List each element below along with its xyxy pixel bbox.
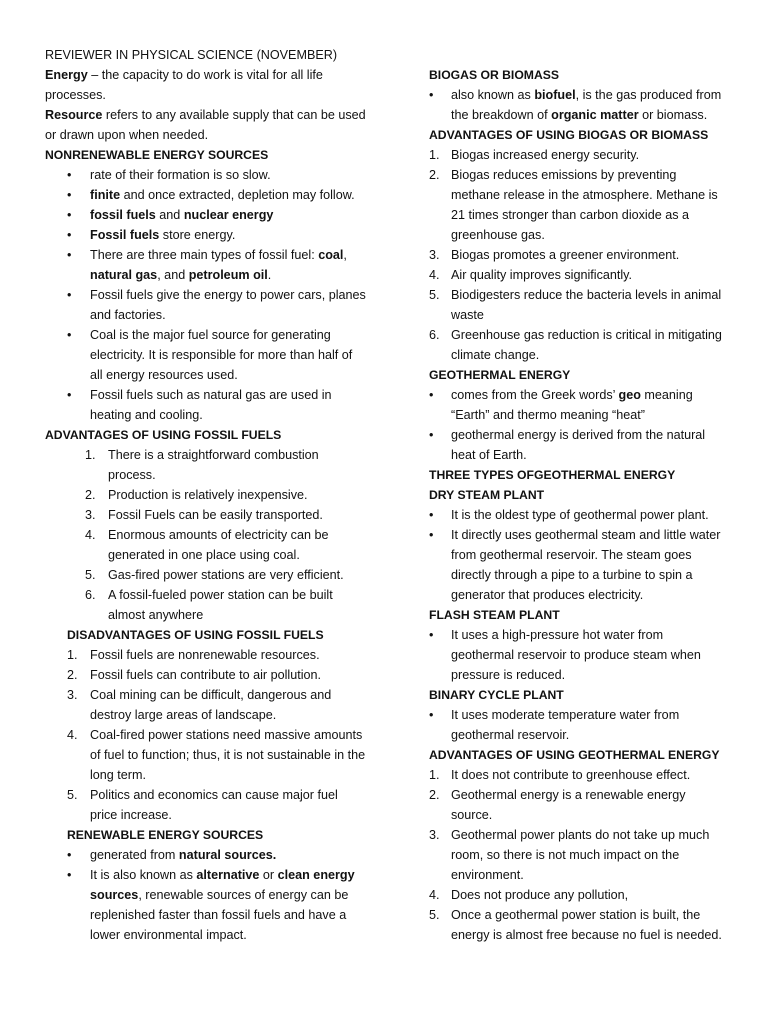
- list-item-text: rate of their formation is so slow.: [90, 168, 271, 182]
- list-item-text: , and: [157, 268, 189, 282]
- list-item: [429, 785, 725, 825]
- list-item-text: .: [267, 268, 272, 282]
- list-item-text: Enormous amounts of electricity can be generated in one place using coal.: [108, 528, 329, 562]
- list-item-text: Fossil Fuels can be easily transported.: [108, 508, 323, 522]
- list-item-bold: natural sources.: [178, 848, 277, 862]
- list-item: [45, 185, 367, 205]
- list-item-text: Geothermal power plants do not take up much room, so there is not much impact on the environment.: [451, 828, 710, 882]
- list-item-text: Biogas increased energy security.: [451, 148, 640, 162]
- list-number: 4.: [429, 268, 440, 282]
- list-item-bold: biofuel: [534, 88, 576, 102]
- list-item-bold: natural gas: [90, 268, 158, 282]
- list-item-bold: Fossil fuels: [90, 228, 160, 242]
- list-item-text: Does not produce any pollution,: [451, 888, 629, 902]
- list-number: 2.: [429, 788, 440, 802]
- resource-definition: [45, 105, 367, 145]
- list-item-bold: clean energy sources: [90, 868, 355, 902]
- list-item: [45, 245, 367, 285]
- list-item: [45, 865, 367, 945]
- list-item-text: Fossil fuels are nonrenewable resources.: [90, 648, 320, 662]
- list-item-text: also known as: [451, 88, 535, 102]
- list-item-bold: geo: [618, 388, 641, 402]
- adv-fossil-heading: ADVANTAGES OF USING FOSSIL FUELS: [45, 428, 282, 442]
- three-types-heading: THREE TYPES OFGEOTHERMAL ENERGY: [429, 468, 676, 482]
- energy-term: Energy: [45, 68, 88, 82]
- geo-heading: GEOTHERMAL ENERGY: [429, 368, 571, 382]
- list-item: [45, 485, 367, 505]
- biogas-heading: BIOGAS OR BIOMASS: [429, 68, 560, 82]
- list-item: [45, 565, 367, 585]
- list-number: 1.: [429, 768, 440, 782]
- energy-definition: [45, 65, 367, 105]
- list-item: [27, 645, 367, 665]
- list-number: 3.: [85, 508, 96, 522]
- list-item: [45, 525, 367, 565]
- list-item: [45, 205, 367, 225]
- right-column: [429, 45, 725, 945]
- list-item-text: Air quality improves significantly.: [451, 268, 633, 282]
- nonrenewable-heading: NONRENEWABLE ENERGY SOURCES: [45, 148, 269, 162]
- dry-steam-heading: DRY STEAM PLANT: [429, 488, 545, 502]
- list-item-text: , is the gas produced from the breakdown of: [451, 88, 722, 122]
- energy-def-text: – the capacity to do work is vital for all life processes.: [45, 68, 323, 102]
- disadv-fossil-list: [27, 645, 367, 825]
- list-item-text: Geothermal energy is a renewable energy source.: [451, 788, 686, 822]
- list-item: [45, 505, 367, 525]
- list-item-text: Fossil fuels can contribute to air pollution.: [90, 668, 322, 682]
- list-item-text: Fossil fuels such as natural gas are used in heating and cooling.: [90, 388, 332, 422]
- list-item: [27, 785, 367, 825]
- list-number: 3.: [67, 688, 78, 702]
- list-number: 4.: [67, 728, 78, 742]
- flash-steam-heading: FLASH STEAM PLANT: [429, 608, 560, 622]
- list-item-text: Gas-fired power stations are very efficient.: [108, 568, 344, 582]
- list-number: 3.: [429, 828, 440, 842]
- list-item: [429, 525, 725, 605]
- binary-cycle-list: [429, 705, 725, 745]
- list-number: 5.: [67, 788, 78, 802]
- list-number: 3.: [429, 248, 440, 262]
- list-item: [429, 145, 725, 165]
- adv-biogas-list: [429, 145, 725, 365]
- list-item: [429, 245, 725, 265]
- list-item-bold: alternative: [196, 868, 260, 882]
- biogas-list: [429, 85, 725, 125]
- list-item: [429, 325, 725, 365]
- list-item-text: and: [155, 208, 184, 222]
- list-number: 2.: [67, 668, 78, 682]
- geo-list: [429, 385, 725, 465]
- list-item-bold: organic matter: [551, 108, 639, 122]
- disadv-fossil-heading: DISADVANTAGES OF USING FOSSIL FUELS: [67, 628, 324, 642]
- list-number: 5.: [429, 288, 440, 302]
- list-item-text: Production is relatively inexpensive.: [108, 488, 308, 502]
- list-item-text: and once extracted, depletion may follow.: [120, 188, 355, 202]
- list-item: [429, 165, 725, 245]
- list-item-text: Biogas reduces emissions by preventing methane release in the atmosphere. Methane is 21 times stronger than carbon dioxide as a greenhouse gas.: [451, 168, 718, 242]
- list-item: [45, 845, 367, 865]
- list-item: [45, 285, 367, 325]
- list-item-bold: coal: [318, 248, 344, 262]
- list-item-text: Biodigesters reduce the bacteria levels in animal waste: [451, 288, 722, 322]
- resource-term: Resource: [45, 108, 103, 122]
- list-item-text: comes from the Greek words’: [451, 388, 619, 402]
- list-item-text: or: [259, 868, 278, 882]
- adv-biogas-heading: ADVANTAGES OF USING BIOGAS OR BIOMASS: [429, 128, 709, 142]
- list-number: 1.: [429, 148, 440, 162]
- list-item-text: meaning “Earth” and thermo meaning “heat”: [451, 388, 693, 422]
- list-item-text: It uses a high-pressure hot water from geothermal reservoir to produce steam when pressure is reduced.: [451, 628, 701, 682]
- list-number: 4.: [429, 888, 440, 902]
- list-number: 1.: [67, 648, 78, 662]
- left-column: [45, 45, 367, 945]
- list-number: 1.: [85, 448, 96, 462]
- list-number: 5.: [85, 568, 96, 582]
- list-number: 4.: [85, 528, 96, 542]
- list-item-text: or biomass.: [638, 108, 708, 122]
- list-item-bold: fossil fuels: [90, 208, 156, 222]
- list-item-text: generated from: [90, 848, 179, 862]
- resource-def-text: refers to any available supply that can be used or drawn upon when needed.: [45, 108, 366, 142]
- list-item-text: Fossil fuels give the energy to power cars, planes and factories.: [90, 288, 366, 322]
- document-title: REVIEWER IN PHYSICAL SCIENCE (NOVEMBER): [45, 48, 338, 62]
- list-item-text: It directly uses geothermal steam and little water from geothermal reservoir. The steam goes directly through a pipe to a turbine to spin a generator that produces electricity.: [451, 528, 721, 602]
- list-item: [429, 265, 725, 285]
- list-item-text: It is also known as: [90, 868, 197, 882]
- list-item: [429, 885, 725, 905]
- dry-steam-list: [429, 505, 725, 605]
- list-item-text: Greenhouse gas reduction is critical in mitigating climate change.: [451, 328, 722, 362]
- list-item-text: A fossil-fueled power station can be built almost anywhere: [108, 588, 333, 622]
- list-item-text: Coal mining can be difficult, dangerous and destroy large areas of landscape.: [90, 688, 332, 722]
- list-item-text: It uses moderate temperature water from geothermal reservoir.: [451, 708, 680, 742]
- renewable-list: [45, 845, 367, 945]
- list-item-text: There is a straightforward combustion process.: [108, 448, 319, 482]
- list-item-text: , renewable sources of energy can be replenished faster than fossil fuels and have a lower environmental impact.: [90, 888, 349, 942]
- renewable-heading: RENEWABLE ENERGY SOURCES: [67, 828, 264, 842]
- nonrenewable-list: [45, 165, 367, 425]
- list-item: [45, 325, 367, 385]
- adv-fossil-list: [45, 445, 367, 625]
- list-item-text: ,: [343, 248, 347, 262]
- list-item: [429, 85, 725, 125]
- list-item-text: store energy.: [159, 228, 236, 242]
- list-item: [429, 385, 725, 425]
- list-item-text: It is the oldest type of geothermal power plant.: [451, 508, 709, 522]
- list-item: [429, 705, 725, 745]
- list-item: [45, 445, 367, 485]
- list-item: [429, 505, 725, 525]
- list-item: [45, 225, 367, 245]
- list-item: [27, 665, 367, 685]
- list-item: [429, 425, 725, 465]
- list-item: [429, 765, 725, 785]
- list-item-text: geothermal energy is derived from the natural heat of Earth.: [451, 428, 706, 462]
- list-number: 2.: [429, 168, 440, 182]
- list-number: 2.: [85, 488, 96, 502]
- list-item: [45, 585, 367, 625]
- list-number: 6.: [85, 588, 96, 602]
- list-item: [429, 285, 725, 325]
- list-item: [27, 685, 367, 725]
- list-item: [27, 725, 367, 785]
- list-item: [429, 825, 725, 885]
- list-item-text: There are three main types of fossil fuel:: [90, 248, 319, 262]
- list-item: [429, 625, 725, 685]
- adv-geo-heading: ADVANTAGES OF USING GEOTHERMAL ENERGY: [429, 748, 720, 762]
- list-item-text: Politics and economics can cause major fuel price increase.: [90, 788, 338, 822]
- list-item-text: Coal is the major fuel source for generating electricity. It is responsible for more than half of all energy resources used.: [90, 328, 353, 382]
- list-item-text: Once a geothermal power station is built, the energy is almost free because no fuel is needed.: [451, 908, 722, 942]
- list-number: 6.: [429, 328, 440, 342]
- list-item: [429, 905, 725, 945]
- flash-steam-list: [429, 625, 725, 685]
- list-item-text: It does not contribute to greenhouse effect.: [451, 768, 691, 782]
- adv-geo-list: [429, 765, 725, 945]
- list-number: 5.: [429, 908, 440, 922]
- list-item-text: Biogas promotes a greener environment.: [451, 248, 680, 262]
- list-item-bold: finite: [90, 188, 121, 202]
- list-item-bold: petroleum oil: [188, 268, 268, 282]
- binary-cycle-heading: BINARY CYCLE PLANT: [429, 688, 564, 702]
- list-item: [45, 165, 367, 185]
- list-item: [45, 385, 367, 425]
- list-item-text: Coal-fired power stations need massive amounts of fuel to function; thus, it is not sustainable in the long term.: [90, 728, 366, 782]
- list-item-bold: nuclear energy: [183, 208, 274, 222]
